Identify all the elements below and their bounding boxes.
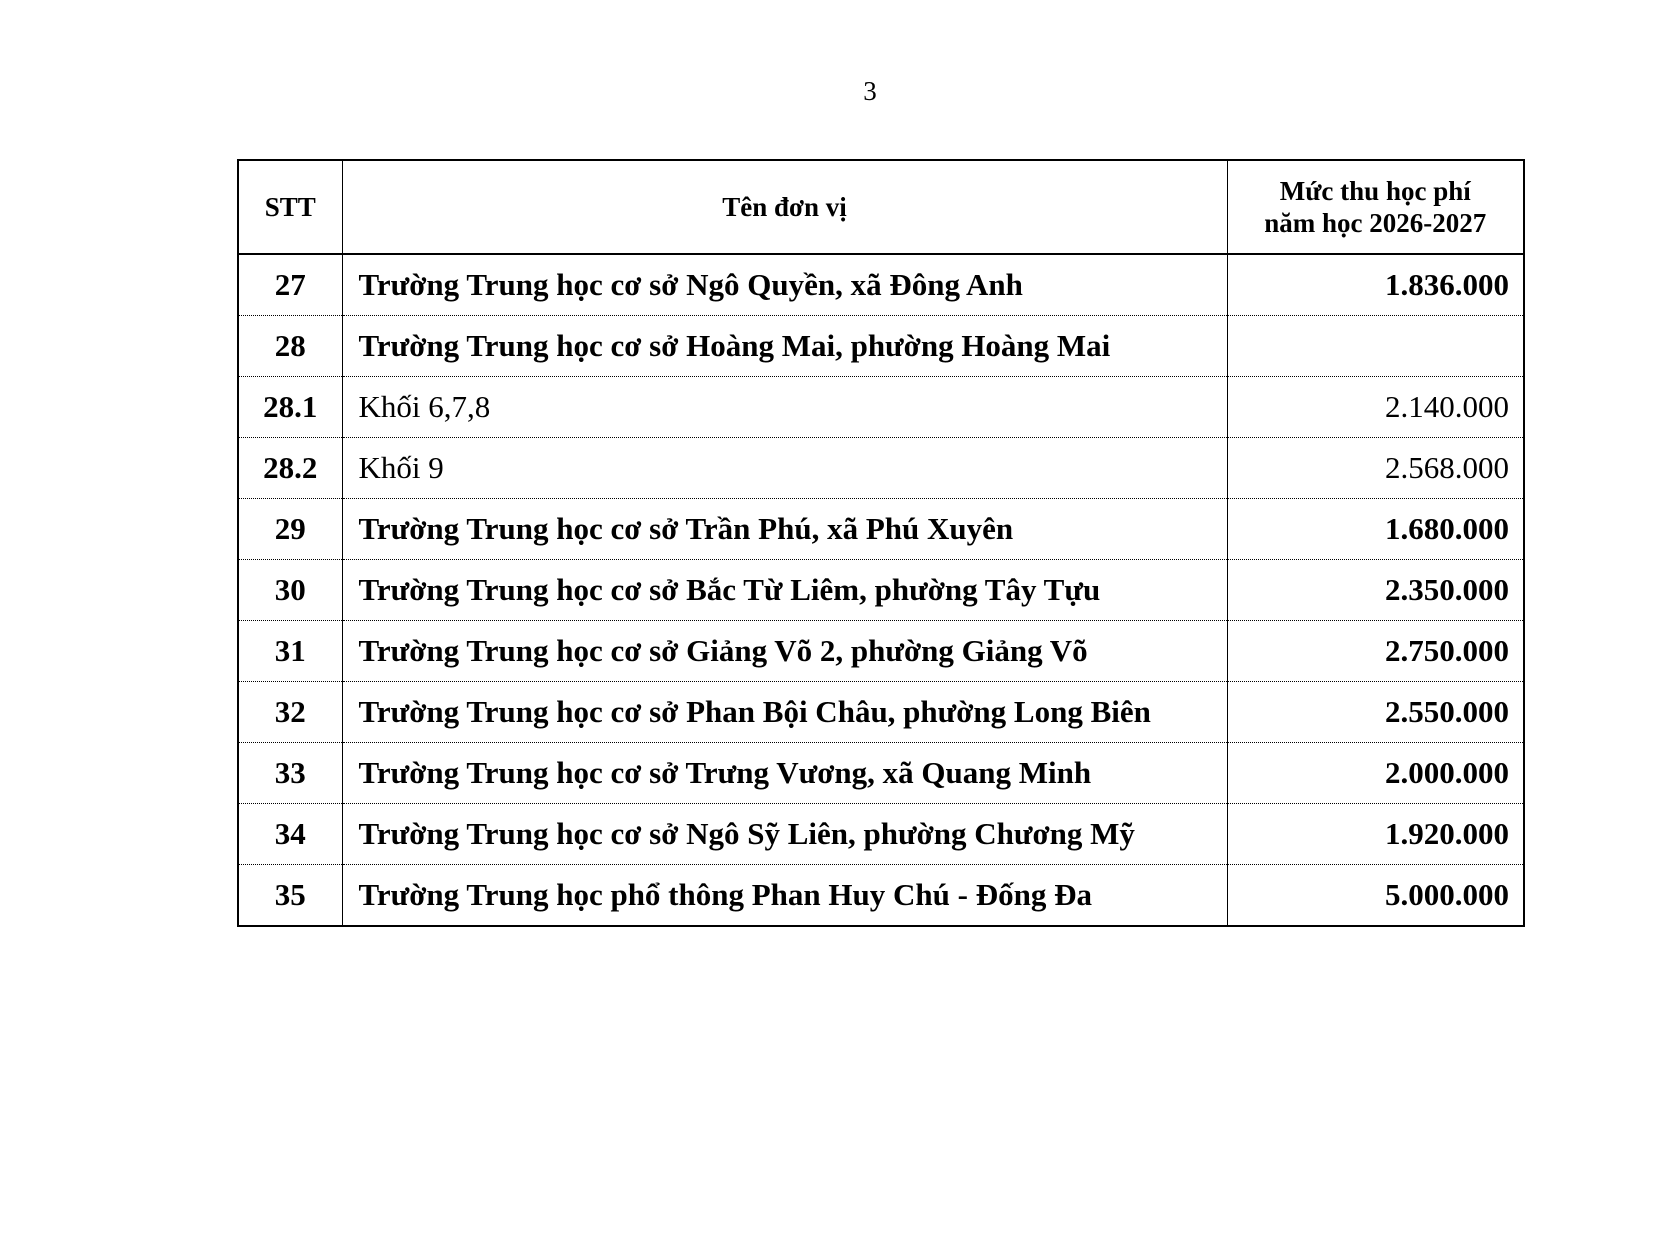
row-stt: 30 — [238, 560, 342, 621]
row-unit-name: Trường Trung học cơ sở Ngô Sỹ Liên, phường Chương Mỹ — [342, 804, 1227, 865]
table-header — [238, 160, 1524, 254]
table-row — [238, 316, 1524, 377]
row-unit-name: Trường Trung học phổ thông Phan Huy Chú - Đống Đa — [342, 865, 1227, 927]
header-unit-name: Tên đơn vị — [342, 160, 1227, 254]
row-tuition-fee: 2.550.000 — [1227, 682, 1524, 743]
table-row — [238, 254, 1524, 316]
row-unit-name: Trường Trung học cơ sở Giảng Võ 2, phường Giảng Võ — [342, 621, 1227, 682]
row-stt: 28.1 — [238, 377, 342, 438]
header-fee-line-2: năm học 2026-2027 — [1264, 208, 1487, 238]
row-unit-name: Trường Trung học cơ sở Phan Bội Châu, phường Long Biên — [342, 682, 1227, 743]
row-stt: 29 — [238, 499, 342, 560]
page-number: 3 — [863, 76, 877, 106]
header-stt: STT — [238, 160, 342, 254]
table-row — [238, 377, 1524, 438]
header-tuition-fee — [1227, 160, 1524, 254]
table-row — [238, 438, 1524, 499]
row-stt: 28 — [238, 316, 342, 377]
row-unit-name: Trường Trung học cơ sở Trần Phú, xã Phú Xuyên — [342, 499, 1227, 560]
row-tuition-fee: 1.836.000 — [1227, 254, 1524, 316]
table-row — [238, 621, 1524, 682]
row-tuition-fee — [1227, 316, 1524, 377]
header-row — [238, 160, 1524, 254]
row-tuition-fee: 2.350.000 — [1227, 560, 1524, 621]
row-tuition-fee: 5.000.000 — [1227, 865, 1524, 927]
row-stt: 31 — [238, 621, 342, 682]
table-body — [238, 254, 1524, 926]
table-row — [238, 743, 1524, 804]
table-row — [238, 682, 1524, 743]
row-unit-name: Trường Trung học cơ sở Bắc Từ Liêm, phường Tây Tựu — [342, 560, 1227, 621]
table-row — [238, 865, 1524, 927]
row-tuition-fee: 2.750.000 — [1227, 621, 1524, 682]
table-row — [238, 804, 1524, 865]
tuition-fee-table — [237, 159, 1525, 927]
row-tuition-fee: 2.140.000 — [1227, 377, 1524, 438]
row-tuition-fee: 1.920.000 — [1227, 804, 1524, 865]
table-row — [238, 560, 1524, 621]
row-unit-name: Khối 6,7,8 — [342, 377, 1227, 438]
table-row — [238, 499, 1524, 560]
row-tuition-fee: 1.680.000 — [1227, 499, 1524, 560]
row-tuition-fee: 2.000.000 — [1227, 743, 1524, 804]
row-stt: 33 — [238, 743, 342, 804]
row-tuition-fee: 2.568.000 — [1227, 438, 1524, 499]
header-fee-line-1: Mức thu học phí — [1279, 176, 1471, 206]
row-stt: 35 — [238, 865, 342, 927]
row-unit-name: Trường Trung học cơ sở Ngô Quyền, xã Đông Anh — [342, 254, 1227, 316]
row-stt: 27 — [238, 254, 342, 316]
row-unit-name: Trường Trung học cơ sở Trưng Vương, xã Quang Minh — [342, 743, 1227, 804]
row-stt: 28.2 — [238, 438, 342, 499]
row-unit-name: Khối 9 — [342, 438, 1227, 499]
row-stt: 34 — [238, 804, 342, 865]
row-unit-name: Trường Trung học cơ sở Hoàng Mai, phường Hoàng Mai — [342, 316, 1227, 377]
row-stt: 32 — [238, 682, 342, 743]
